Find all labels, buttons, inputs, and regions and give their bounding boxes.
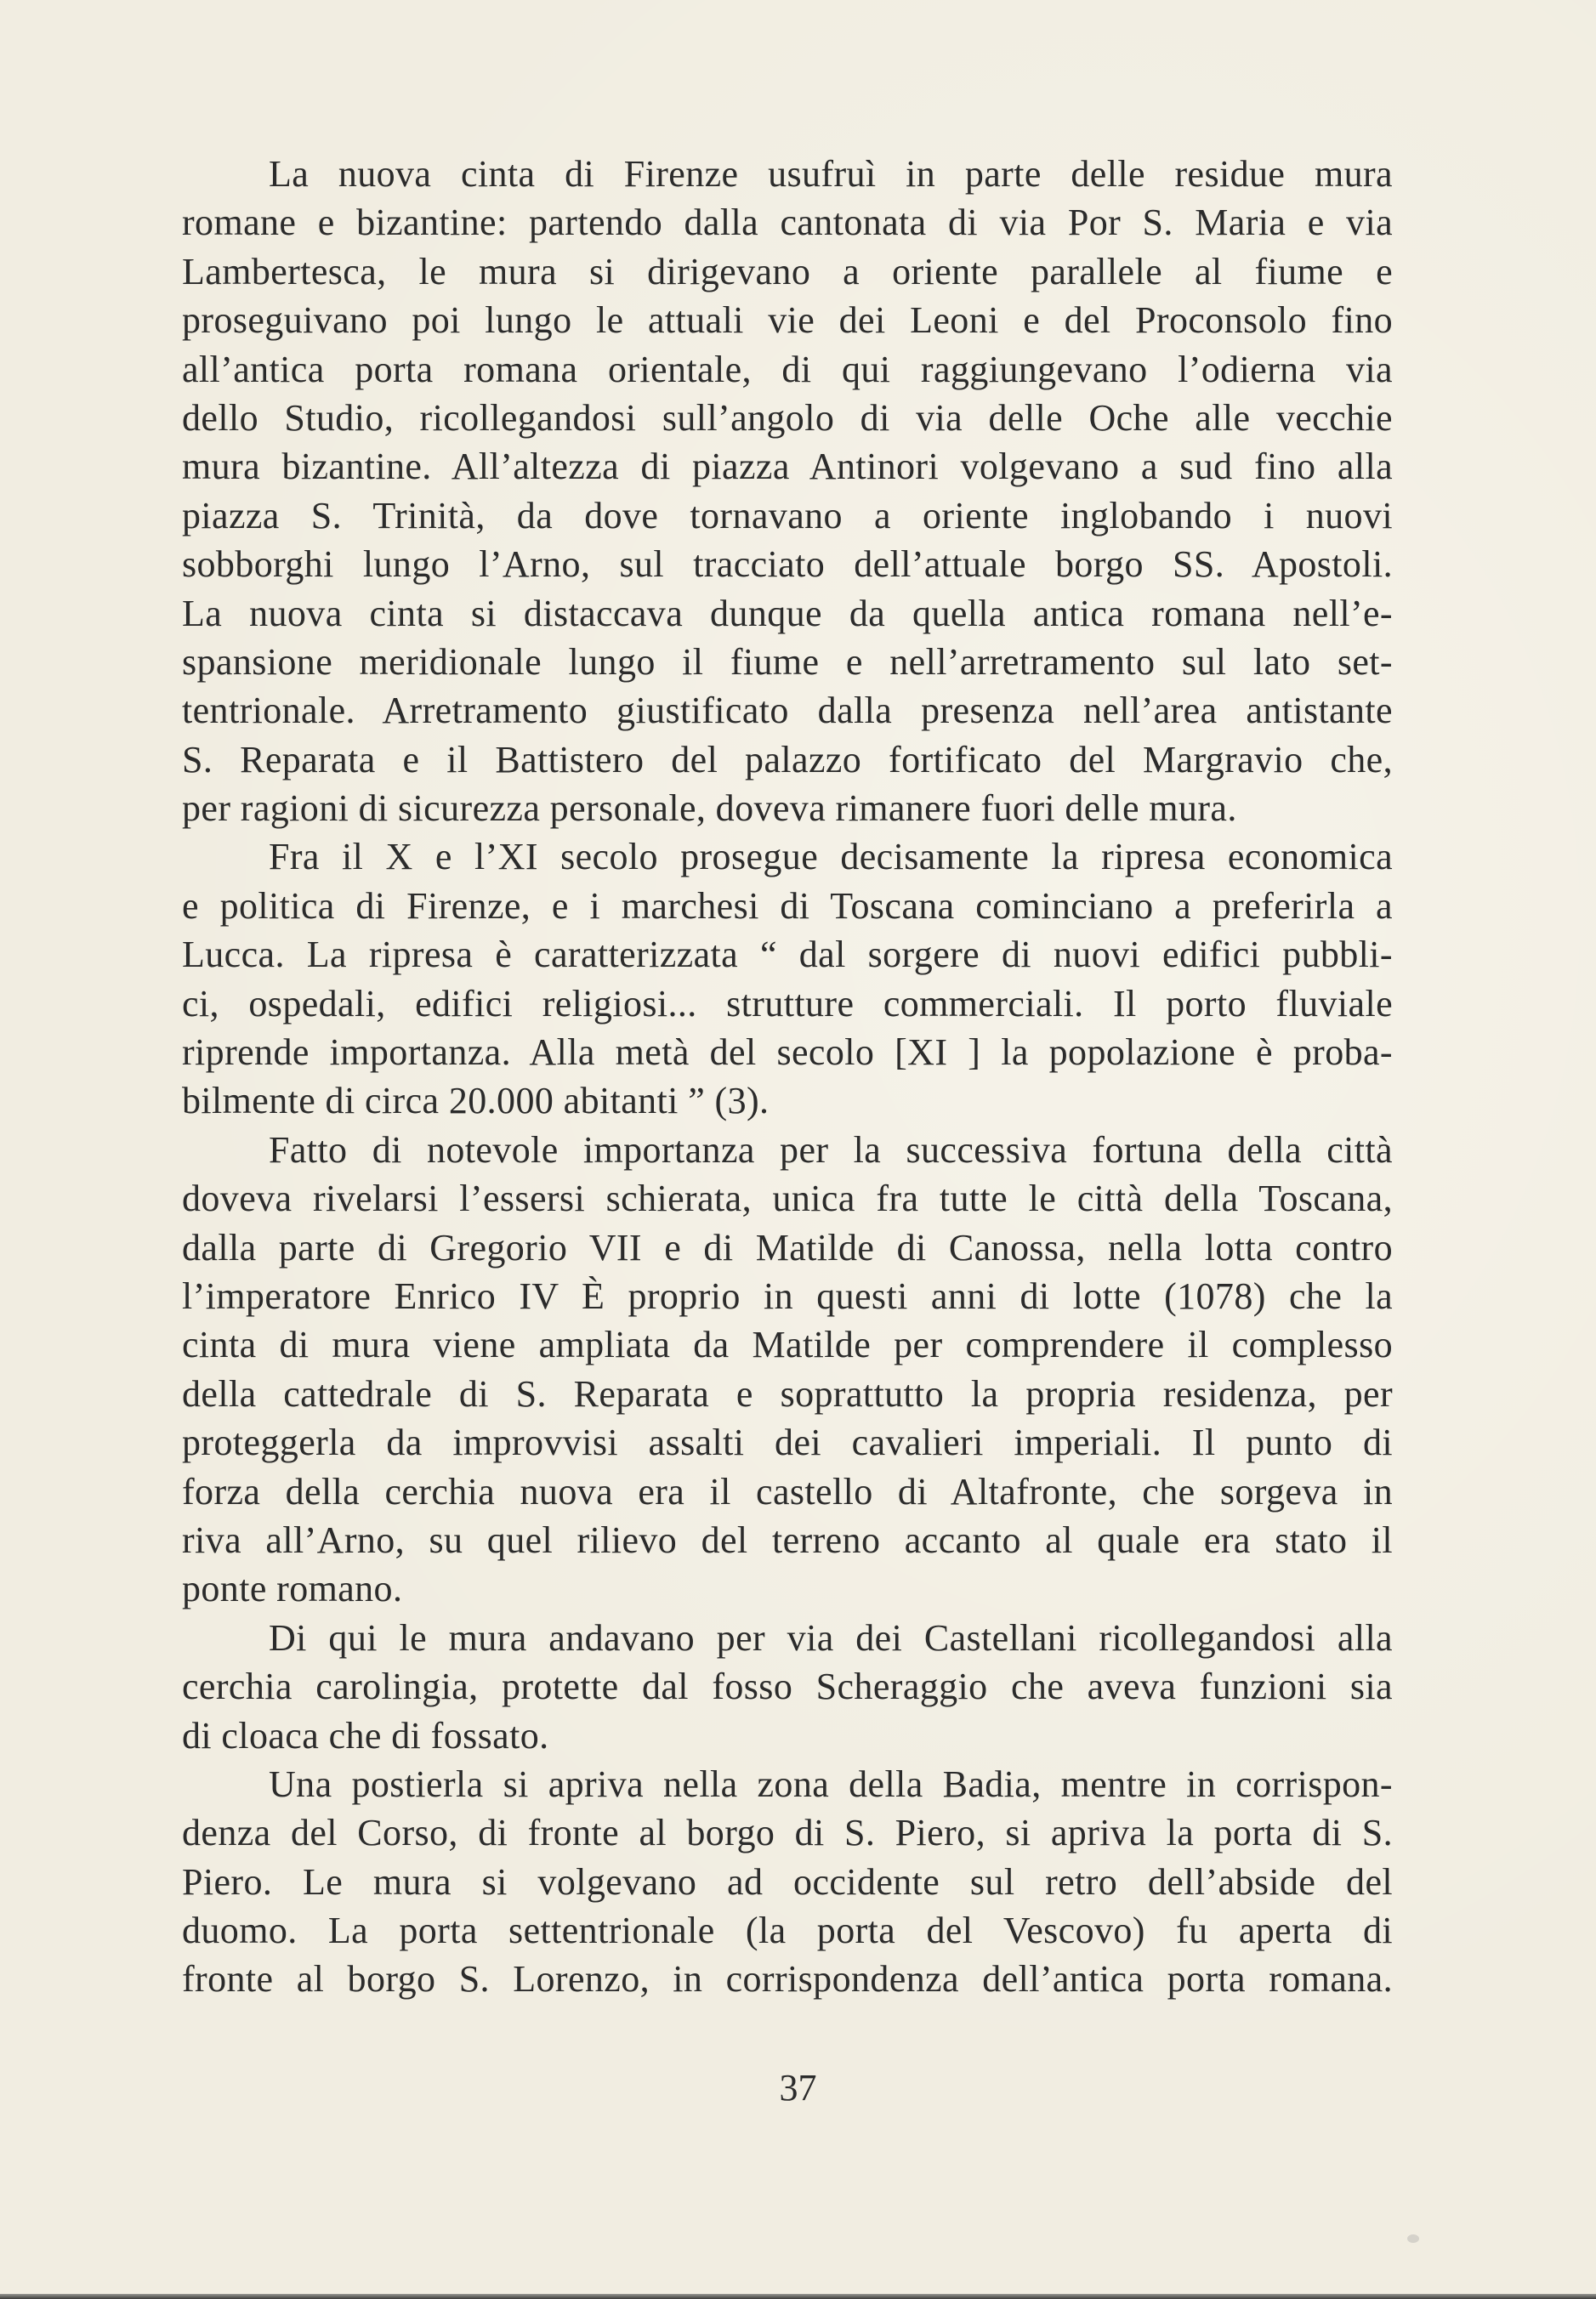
text-line: denza del Corso, di fronte al borgo di S. Piero, si apriva la porta di S. bbox=[182, 1812, 1393, 1854]
text-line: riva all’Arno, su quel rilievo del terreno accanto al quale era stato il bbox=[182, 1518, 1393, 1561]
text-line: Lucca. La ripresa è caratterizzata “ dal sorgere di nuovi edifici pubbli- bbox=[182, 934, 1393, 976]
paper-speck bbox=[1407, 2234, 1419, 2243]
body-text bbox=[182, 150, 1393, 2004]
page-number: 37 bbox=[779, 2067, 817, 2109]
text-line: dalla parte di Gregorio VII e di Matilde di Canossa, nella lotta contro bbox=[182, 1226, 1393, 1269]
paragraph bbox=[182, 832, 1393, 1125]
text-line: proteggerla da improvvisi assalti dei cavalieri imperiali. Il punto di bbox=[182, 1422, 1393, 1464]
text-line: tentrionale. Arretramento giustificato dalla presenza nell’area antistante bbox=[182, 690, 1393, 732]
text-line: per ragioni di sicurezza personale, doveva rimanere fuori delle mura. bbox=[182, 787, 1237, 830]
text-line: La nuova cinta si distaccava dunque da quella antica romana nell’e- bbox=[182, 592, 1393, 634]
text-line: Piero. Le mura si volgevano ad occidente sul retro dell’abside del bbox=[182, 1860, 1393, 1903]
text-line: duomo. La porta settentrionale (la porta del Vescovo) fu aperta di bbox=[182, 1910, 1393, 1952]
text-line: ponte romano. bbox=[182, 1568, 403, 1610]
text-line: bilmente di circa 20.000 abitanti ” (3). bbox=[182, 1080, 770, 1122]
text-line: La nuova cinta di Firenze usufruì in parte delle residue mura bbox=[269, 153, 1393, 195]
text-line: fronte al borgo S. Lorenzo, in corrispondenza dell’antica porta romana. bbox=[182, 1958, 1393, 2001]
text-line: Lambertesca, le mura si dirigevano a oriente parallele al fiume e bbox=[182, 250, 1393, 292]
text-line: romane e bizantine: partendo dalla cantonata di via Por S. Maria e via bbox=[182, 202, 1393, 244]
text-line: l’imperatore Enrico IV È proprio in questi anni di lotte (1078) che la bbox=[182, 1274, 1393, 1317]
text-line: piazza S. Trinità, da dove tornavano a oriente inglobando i nuovi bbox=[182, 494, 1393, 536]
text-line: S. Reparata e il Battistero del palazzo fortificato del Margravio che, bbox=[182, 738, 1393, 781]
text-line: cinta di mura viene ampliata da Matilde per comprendere il complesso bbox=[182, 1324, 1393, 1366]
text-line: di cloaca che di fossato. bbox=[182, 1714, 549, 1757]
text-line: riprende importanza. Alla metà del secolo [XI ] la popolazione è proba- bbox=[182, 1031, 1393, 1074]
text-line: sobborghi lungo l’Arno, sul tracciato dell’attuale borgo SS. Apostoli. bbox=[182, 543, 1393, 586]
scan-bottom-edge bbox=[0, 2294, 1596, 2299]
text-line: proseguivano poi lungo le attuali vie dei Leoni e del Proconsolo fino bbox=[182, 299, 1393, 342]
text-line: spansione meridionale lungo il fiume e nell’arretramento sul lato set- bbox=[182, 640, 1393, 683]
paragraph bbox=[182, 1126, 1393, 1614]
text-line: Una postierla si apriva nella zona della Badia, mentre in corrispon- bbox=[269, 1763, 1393, 1805]
text-line: e politica di Firenze, e i marchesi di Toscana cominciano a preferirla a bbox=[182, 884, 1393, 927]
paragraph bbox=[182, 150, 1393, 832]
text-line: della cattedrale di S. Reparata e soprattutto la propria residenza, per bbox=[182, 1372, 1393, 1415]
paragraph bbox=[182, 1760, 1393, 2004]
paragraph bbox=[182, 1614, 1393, 1760]
text-line: ci, ospedali, edifici religiosi... strutture commerciali. Il porto fluviale bbox=[182, 982, 1393, 1025]
text-line: doveva rivelarsi l’essersi schierata, unica fra tutte le città della Toscana, bbox=[182, 1178, 1393, 1220]
text-line: cerchia carolingia, protette dal fosso Scheraggio che aveva funzioni sia bbox=[182, 1666, 1393, 1708]
text-line: Di qui le mura andavano per via dei Castellani ricollegandosi alla bbox=[269, 1616, 1393, 1659]
text-line: Fatto di notevole importanza per la successiva fortuna della città bbox=[269, 1128, 1393, 1171]
text-line: Fra il X e l’XI secolo prosegue decisamente la ripresa economica bbox=[269, 836, 1393, 878]
text-line: all’antica porta romana orientale, di qui raggiungevano l’odierna via bbox=[182, 348, 1393, 390]
text-line: mura bizantine. All’altezza di piazza Antinori volgevano a sud fino alla bbox=[182, 446, 1393, 488]
text-line: dello Studio, ricollegandosi sull’angolo di via delle Oche alle vecchie bbox=[182, 396, 1393, 439]
text-line: forza della cerchia nuova era il castello di Altafronte, che sorgeva in bbox=[182, 1470, 1393, 1513]
